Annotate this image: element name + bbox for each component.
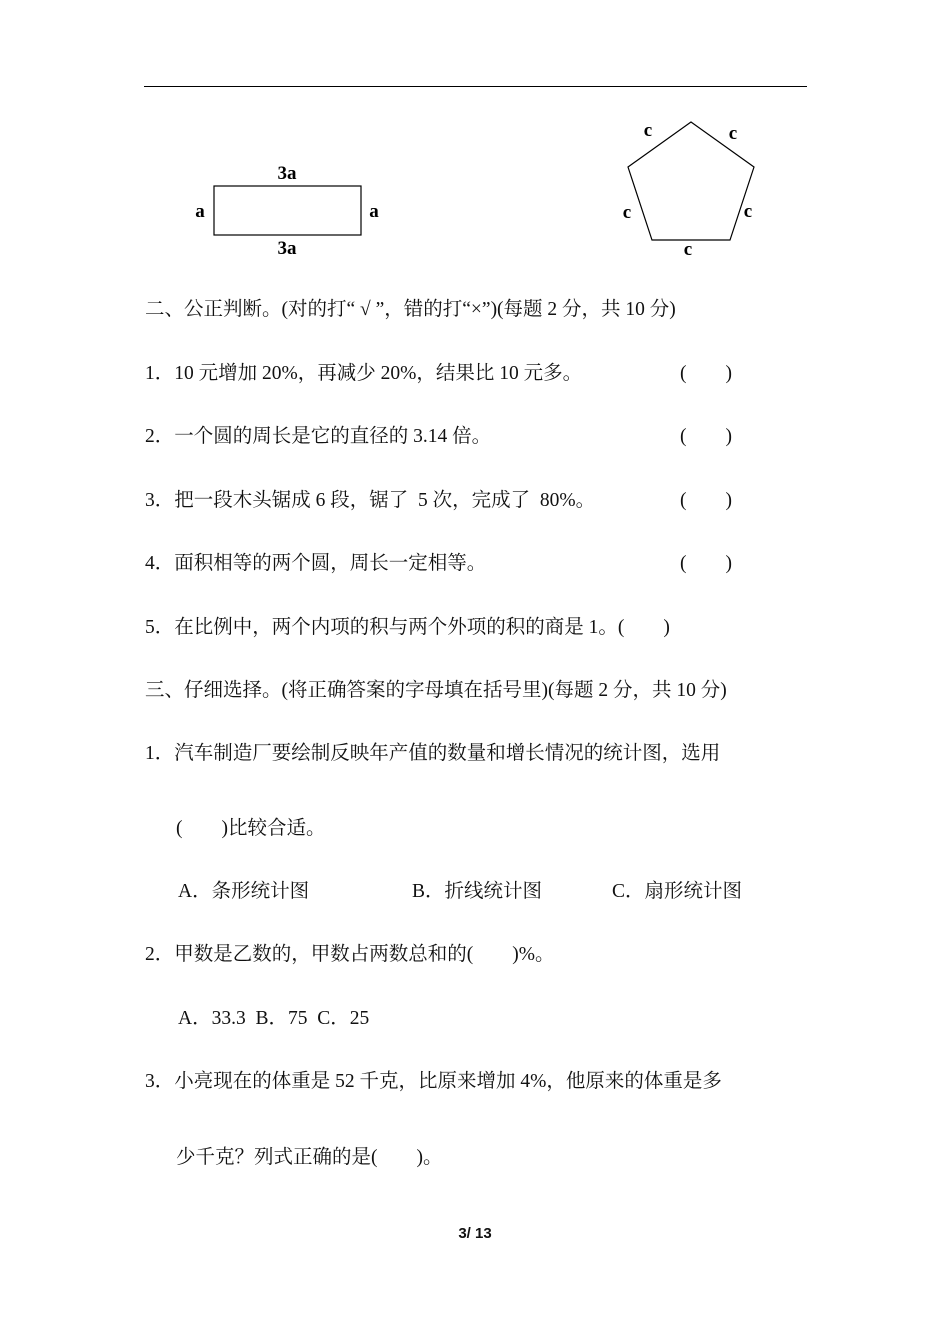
s2-item-2: 2．一个圆的周长是它的直径的 3.14 倍。 bbox=[145, 426, 492, 447]
rect-bottom-label: 3a bbox=[277, 238, 297, 259]
pentagon-label-top-right: c bbox=[728, 123, 738, 144]
geometry-figures bbox=[0, 0, 950, 280]
section2-heading: 二、公正判断。(对的打“ √ ”，错的打“×”)(每题 2 分，共 10 分) bbox=[145, 299, 676, 320]
s2-item-3-answer-bracket[interactable]: ( ) bbox=[680, 490, 732, 511]
s2-item-1: 1．10 元增加 20%，再减少 20%，结果比 10 元多。 bbox=[145, 363, 583, 384]
rect-left-label: a bbox=[195, 201, 205, 222]
page-number: 3/ 13 bbox=[458, 1225, 492, 1242]
rectangle-figure bbox=[214, 186, 361, 235]
rect-top-label: 3a bbox=[277, 163, 297, 184]
s3-q1-option-a[interactable]: A．条形统计图 bbox=[178, 881, 310, 902]
s2-item-4: 4．面积相等的两个圆，周长一定相等。 bbox=[145, 553, 487, 574]
rect-right-label: a bbox=[369, 201, 379, 222]
pentagon-label-bottom: c bbox=[683, 239, 693, 260]
s3-q2-options[interactable]: A．33.3 B．75 C．25 bbox=[178, 1008, 370, 1029]
s2-item-2-answer-bracket[interactable]: ( ) bbox=[680, 426, 732, 447]
s3-q1-line2: ( )比较合适。 bbox=[176, 818, 326, 839]
pentagon-label-right: c bbox=[743, 201, 753, 222]
s3-q2-line1: 2．甲数是乙数的，甲数占两数总和的( )%。 bbox=[145, 944, 555, 965]
s2-item-3: 3．把一段木头锯成 6 段，锯了 5 次，完成了 80%。 bbox=[145, 490, 596, 511]
s3-q1-option-b[interactable]: B．折线统计图 bbox=[412, 881, 543, 902]
s3-q1-line1: 1．汽车制造厂要绘制反映年产值的数量和增长情况的统计图，选用 bbox=[145, 743, 721, 764]
s2-item-4-answer-bracket[interactable]: ( ) bbox=[680, 553, 732, 574]
pentagon-label-top-left: c bbox=[643, 120, 653, 141]
pentagon-label-left: c bbox=[622, 202, 632, 223]
s3-q3-line2: 少千克？列式正确的是( )。 bbox=[176, 1147, 443, 1168]
s2-item-5: 5．在比例中，两个内项的积与两个外项的积的商是 1。( ) bbox=[145, 617, 670, 638]
s2-item-1-answer-bracket[interactable]: ( ) bbox=[680, 363, 732, 384]
s3-q3-line1: 3．小亮现在的体重是 52 千克，比原来增加 4%，他原来的体重是多 bbox=[145, 1071, 722, 1092]
s3-q1-option-c[interactable]: C．扇形统计图 bbox=[612, 881, 743, 902]
section3-heading: 三、仔细选择。(将正确答案的字母填在括号里)(每题 2 分，共 10 分) bbox=[145, 680, 727, 701]
